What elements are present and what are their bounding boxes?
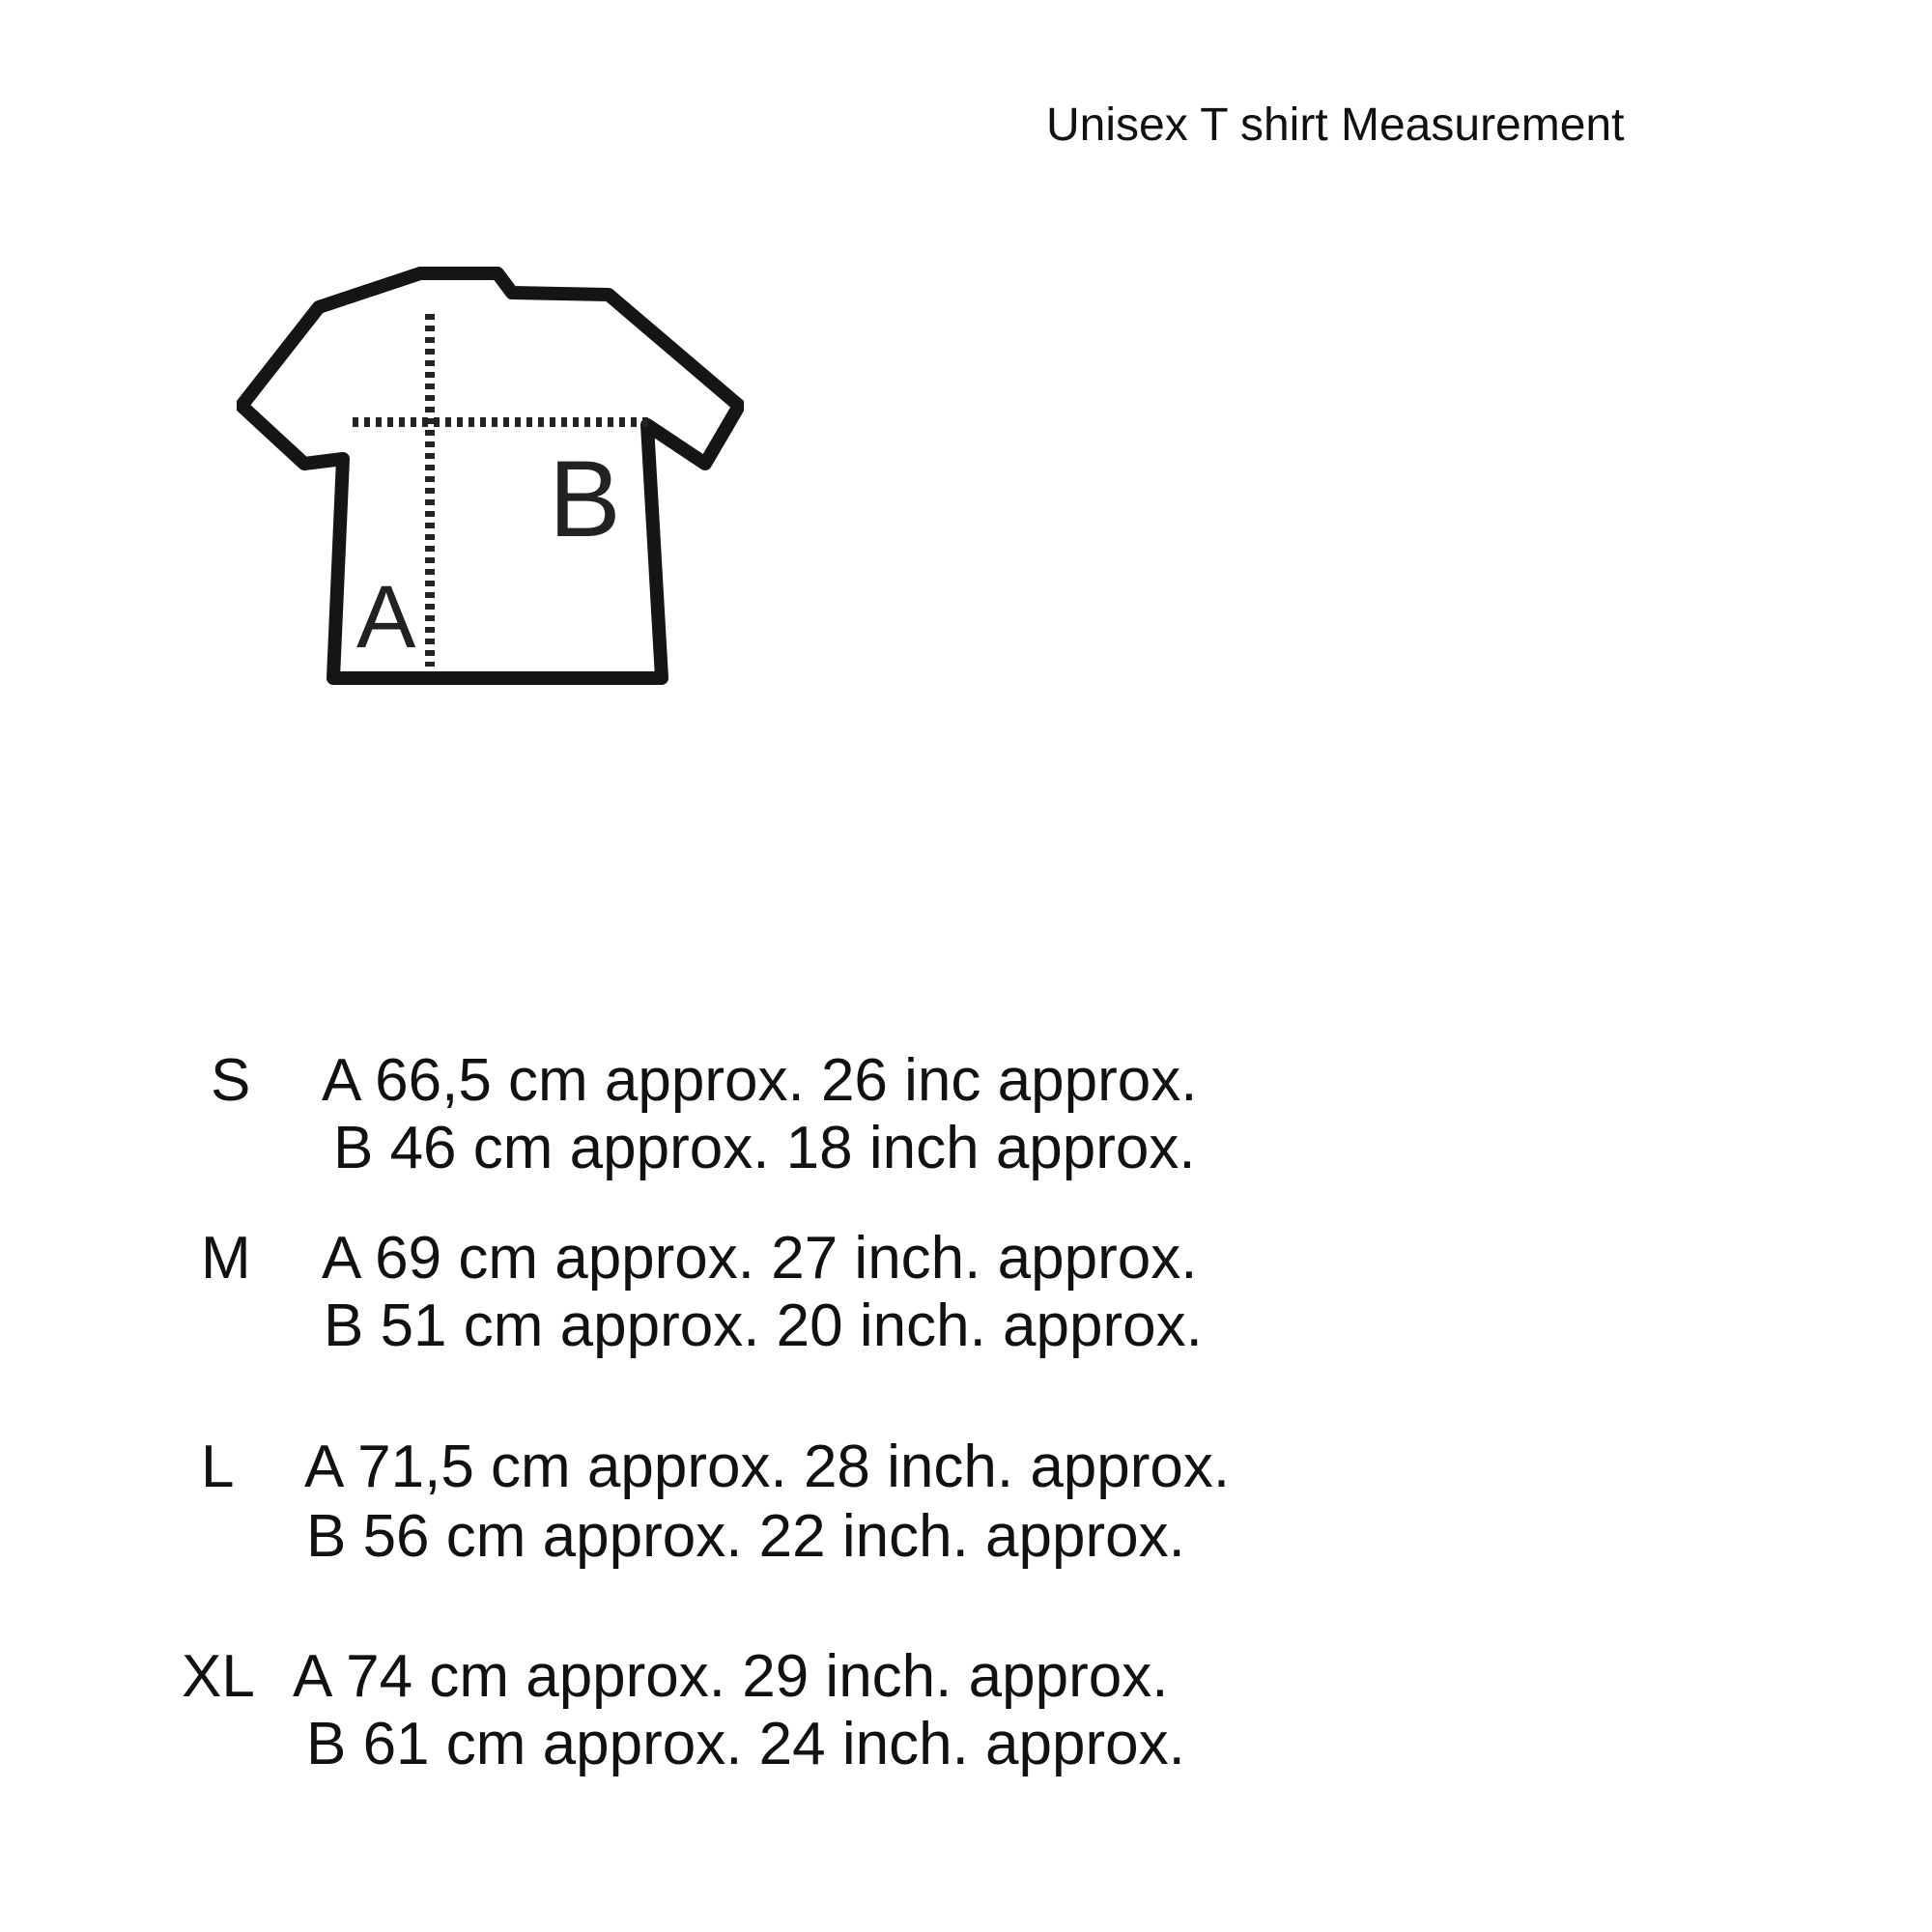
size-label-s: S	[211, 1047, 251, 1114]
size-label-xl: XL	[182, 1643, 255, 1710]
label-a: A	[356, 568, 416, 667]
size-label-l: L	[201, 1434, 235, 1500]
size-l-measure-b: B 56 cm approx. 22 inch. approx.	[306, 1503, 1185, 1570]
size-s-measure-b: B 46 cm approx. 18 inch approx.	[333, 1115, 1196, 1181]
tshirt-diagram	[237, 256, 744, 696]
page-title: Unisex T shirt Measurement	[1046, 99, 1625, 151]
size-m-measure-b: B 51 cm approx. 20 inch. approx.	[324, 1293, 1203, 1359]
size-m-measure-a: A 69 cm approx. 27 inch. approx.	[322, 1225, 1198, 1292]
size-s-measure-a: A 66,5 cm approx. 26 inc approx.	[322, 1047, 1198, 1114]
size-label-m: M	[201, 1225, 251, 1292]
size-xl-measure-a: A 74 cm approx. 29 inch. approx.	[293, 1643, 1169, 1710]
tshirt-outline	[242, 273, 739, 678]
label-b: B	[549, 439, 621, 559]
size-l-measure-a: A 71,5 cm approx. 28 inch. approx.	[304, 1434, 1231, 1500]
size-xl-measure-b: B 61 cm approx. 24 inch. approx.	[306, 1711, 1185, 1777]
